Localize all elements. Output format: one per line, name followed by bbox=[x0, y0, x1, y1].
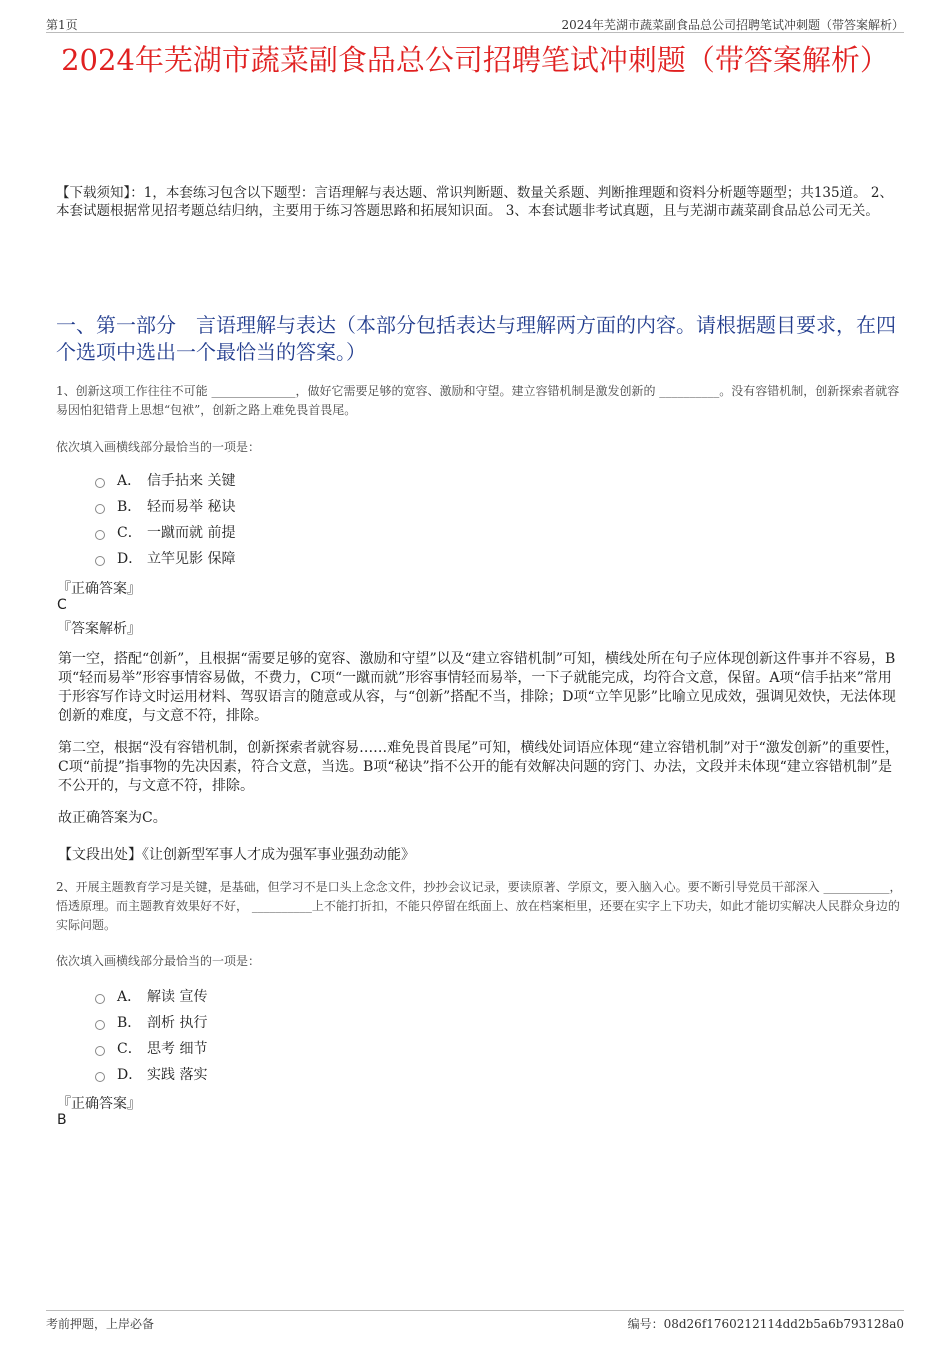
option-text: 信手拈来 关键 bbox=[147, 473, 236, 489]
footer-slogan: 考前押题，上岸必备 bbox=[46, 1317, 155, 1331]
question-2-prompt: 依次填入画横线部分最恰当的一项是： bbox=[56, 954, 261, 968]
passage-source: 【文段出处】《让创新型军事人才成为强军事业强劲动能》 bbox=[58, 847, 415, 863]
header-title: 2024年芜湖市蔬菜副食品总公司招聘笔试冲刺题（带答案解析） bbox=[561, 18, 904, 32]
correct-answer-value: B bbox=[57, 1112, 67, 1128]
option-letter: B． bbox=[117, 499, 142, 515]
page-number: 第1页 bbox=[46, 18, 78, 32]
radio-button-icon[interactable] bbox=[95, 530, 105, 540]
option-a[interactable] bbox=[95, 983, 207, 1009]
section-heading: 一、第一部分 言语理解与表达（本部分包括表达与理解两方面的内容。请根据题目要求，在四个选项中选出一个最恰当的答案。） bbox=[56, 313, 896, 364]
question-1-prompt: 依次填入画横线部分最恰当的一项是： bbox=[56, 440, 261, 454]
option-letter: D． bbox=[117, 551, 143, 567]
option-text: 立竿见影 保障 bbox=[147, 551, 236, 567]
page-footer bbox=[46, 1310, 904, 1329]
option-c[interactable] bbox=[95, 519, 235, 545]
analysis-label: 『答案解析』 bbox=[57, 621, 141, 637]
option-letter: C． bbox=[117, 1041, 142, 1057]
option-d[interactable] bbox=[95, 1061, 207, 1087]
option-letter: A． bbox=[117, 989, 142, 1005]
option-b[interactable] bbox=[95, 1009, 207, 1035]
radio-button-icon[interactable] bbox=[95, 994, 105, 1004]
option-letter: A． bbox=[117, 473, 142, 489]
option-letter: C． bbox=[117, 525, 142, 541]
option-text: 实践 落实 bbox=[147, 1067, 208, 1083]
question-2-stem: 2、开展主题教育学习是关键，是基础，但学习不是口头上念念文件，抄抄会议记录，要读原著、学原文，要入脑入心。要不断引导党员干部深入 ___________，悟透原理。而主题教育效果好不好， __________上不能打折扣，不能只停留在纸面上、放在档案柜里，还要在实字上下功夫，如此才能切实解决人民群众身边的实际问题。 bbox=[56, 880, 902, 932]
option-text: 轻而易举 秘诀 bbox=[147, 499, 236, 515]
page-header bbox=[46, 14, 904, 33]
option-c[interactable] bbox=[95, 1035, 207, 1061]
radio-button-icon[interactable] bbox=[95, 1046, 105, 1056]
option-text: 解读 宣传 bbox=[147, 989, 208, 1005]
question-1-stem: 1、创新这项工作往往不可能 ______________，做好它需要足够的宽容、激励和守望。建立容错机制是激发创新的 __________。没有容错机制，创新探索者就容易因怕犯错背上思想“包袱”，创新之路上难免畏首畏尾。 bbox=[56, 384, 900, 417]
radio-button-icon[interactable] bbox=[95, 1072, 105, 1082]
correct-answer-label: 『正确答案』 bbox=[57, 581, 141, 597]
correct-answer-label: 『正确答案』 bbox=[57, 1096, 141, 1112]
footer-serial: 编号：08d26f1760212114dd2b5a6b793128a0 bbox=[627, 1317, 904, 1331]
document-title: 2024年芜湖市蔬菜副食品总公司招聘笔试冲刺题（带答案解析） bbox=[61, 43, 889, 77]
radio-button-icon[interactable] bbox=[95, 504, 105, 514]
radio-button-icon[interactable] bbox=[95, 478, 105, 488]
question-2-options bbox=[95, 983, 207, 1087]
radio-button-icon[interactable] bbox=[95, 1020, 105, 1030]
option-letter: B． bbox=[117, 1015, 142, 1031]
analysis-paragraph-1: 第一空，搭配“创新”，且根据“需要足够的宽容、激励和守望”以及“建立容错机制”可知，横线处所在句子应体现创新这件事并不容易，B项“轻而易举”形容事情容易做，不费力，C项“一蹴而就”形容事情轻而易举，一下子就能完成，均符合文意，保留。A项“信手拈来”常用于形容写作诗文时运用材料、驾驭语言的随意或从容，与“创新”搭配不当，排除；D项“立竿见影”比喻立见成效，强调见效快，无法体现创新的难度，与文意不符，排除。 bbox=[58, 651, 896, 724]
correct-answer-value: C bbox=[57, 597, 67, 613]
option-text: 剖析 执行 bbox=[147, 1015, 208, 1031]
question-1-options bbox=[95, 467, 235, 571]
option-text: 一蹴而就 前提 bbox=[147, 525, 236, 541]
download-notice: 【下载须知】：1，本套练习包含以下题型：言语理解与表达题、常识判断题、数量关系题、判断推理题和资料分析题等题型；共135道。 2、本套试题根据常见招考题总结归纳，主要用于练习答题思路和拓展知识面。 3、本套试题非考试真题，且与芜湖市蔬菜副食品总公司无关。 bbox=[56, 185, 893, 219]
analysis-conclusion: 故正确答案为C。 bbox=[58, 810, 167, 826]
option-letter: D． bbox=[117, 1067, 143, 1083]
option-d[interactable] bbox=[95, 545, 235, 571]
option-b[interactable] bbox=[95, 493, 235, 519]
option-a[interactable] bbox=[95, 467, 235, 493]
radio-button-icon[interactable] bbox=[95, 556, 105, 566]
analysis-paragraph-2: 第二空，根据“没有容错机制，创新探索者就容易……难免畏首畏尾”可知，横线处词语应体现“建立容错机制”对于“激发创新”的重要性，C项“前提”指事物的先决因素，符合文意，当选。B项“秘诀”指不公开的能有效解决问题的窍门、办法，文段并未体现“建立容错机制”是不公开的，与文意不符，排除。 bbox=[58, 740, 899, 794]
option-text: 思考 细节 bbox=[147, 1041, 208, 1057]
